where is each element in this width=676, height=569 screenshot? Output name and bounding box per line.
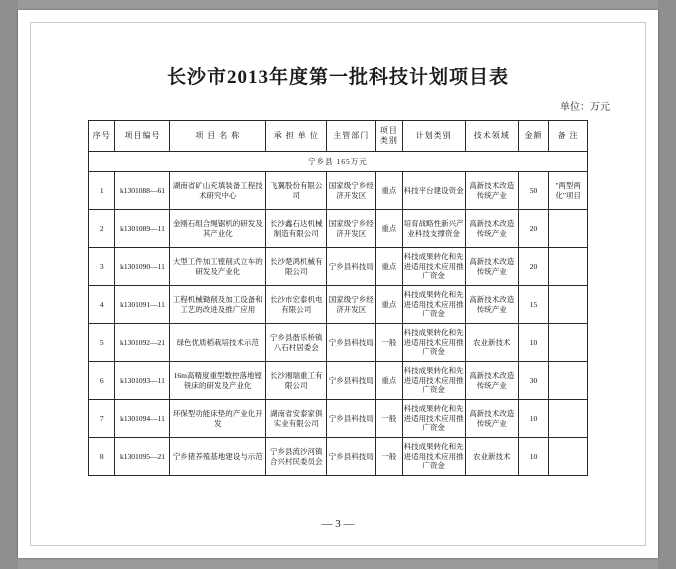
cell-no: 5 xyxy=(89,324,115,362)
cell-unit: 长沙市宏泰机电有限公司 xyxy=(266,286,327,324)
cell-field: 高新技术改造传统产业 xyxy=(465,248,518,286)
unit-note: 单位：万元 xyxy=(560,102,610,113)
header-unit: 承 担 单 位 xyxy=(266,121,327,152)
cell-note xyxy=(549,438,588,476)
cell-note: "两型两化"项目 xyxy=(549,172,588,210)
cell-amount: 10 xyxy=(518,324,549,362)
header-code: 项目编号 xyxy=(115,121,170,152)
cell-unit: 长沙鑫石达机械制造有限公司 xyxy=(266,210,327,248)
cell-code: k1301095—21 xyxy=(115,438,170,476)
cell-name: 绿色优质稻栽培技术示范 xyxy=(170,324,266,362)
cell-amount: 15 xyxy=(518,286,549,324)
cell-unit: 长沙湘瑞重工有限公司 xyxy=(266,362,327,400)
header-name: 项 目 名 称 xyxy=(170,121,266,152)
cell-amount: 20 xyxy=(518,210,549,248)
cell-code: k1301088—61 xyxy=(115,172,170,210)
cell-dept: 国家级宁乡经济开发区 xyxy=(327,172,376,210)
cell-note xyxy=(549,210,588,248)
header-note: 备 注 xyxy=(549,121,588,152)
cell-field: 高新技术改造传统产业 xyxy=(465,400,518,438)
cell-field: 高新技术改造传统产业 xyxy=(465,210,518,248)
header-type: 项目类别 xyxy=(376,121,402,152)
cell-plan: 科技平台建设资金 xyxy=(402,172,465,210)
cell-type: 重点 xyxy=(376,210,402,248)
cell-name: 金刚石组合绳锯机的研发及其产业化 xyxy=(170,210,266,248)
cell-field: 农业新技术 xyxy=(465,438,518,476)
cell-note xyxy=(549,362,588,400)
cell-name: 大型工件加工镗削式立车的研发及产业化 xyxy=(170,248,266,286)
cell-note xyxy=(549,248,588,286)
document-page xyxy=(18,10,658,558)
cell-note xyxy=(549,286,588,324)
cell-dept: 宁乡县科技局 xyxy=(327,438,376,476)
cell-code: k1301091—11 xyxy=(115,286,170,324)
cell-code: k1301093—11 xyxy=(115,362,170,400)
cell-no: 6 xyxy=(89,362,115,400)
cell-type: 一般 xyxy=(376,400,402,438)
cell-type: 重点 xyxy=(376,286,402,324)
cell-name: 湖南省矿山充填装备工程技术研究中心 xyxy=(170,172,266,210)
cell-no: 3 xyxy=(89,248,115,286)
cell-name: 环保型功能床垫的产业化开发 xyxy=(170,400,266,438)
cell-name: 工程机械锄削及加工设备和工艺的改进及推广应用 xyxy=(170,286,266,324)
cell-field: 高新技术改造传统产业 xyxy=(465,172,518,210)
cell-no: 7 xyxy=(89,400,115,438)
table-body xyxy=(89,152,588,476)
cell-code: k1301092—21 xyxy=(115,324,170,362)
table-row xyxy=(89,324,588,362)
cell-unit: 飞翼股份有限公司 xyxy=(266,172,327,210)
cell-plan: 科技成果转化和先进适用技术应用推广资金 xyxy=(402,286,465,324)
cell-no: 2 xyxy=(89,210,115,248)
cell-unit: 宁乡县偕乐桥镇八石村居委会 xyxy=(266,324,327,362)
cell-type: 一般 xyxy=(376,324,402,362)
cell-no: 1 xyxy=(89,172,115,210)
page-left-margin xyxy=(0,0,18,569)
table-header-row xyxy=(89,121,588,152)
cell-code: k1301089—11 xyxy=(115,210,170,248)
cell-no: 8 xyxy=(89,438,115,476)
section-label: 宁乡县 165万元 xyxy=(89,152,588,172)
page-number: — 3 — xyxy=(321,518,355,530)
table-row xyxy=(89,248,588,286)
cell-type: 重点 xyxy=(376,248,402,286)
table-row xyxy=(89,286,588,324)
cell-dept: 宁乡县科技局 xyxy=(327,362,376,400)
cell-field: 高新技术改造传统产业 xyxy=(465,362,518,400)
cell-plan: 培育战略性新兴产业科技支撑资金 xyxy=(402,210,465,248)
table-row xyxy=(89,438,588,476)
cell-unit: 湖南省安泰家俱实业有限公司 xyxy=(266,400,327,438)
cell-type: 重点 xyxy=(376,172,402,210)
cell-dept: 宁乡县科技局 xyxy=(327,324,376,362)
cell-amount: 10 xyxy=(518,438,549,476)
header-amount: 金额 xyxy=(518,121,549,152)
cell-dept: 宁乡县科技局 xyxy=(327,248,376,286)
cell-plan: 科技成果转化和先进适用技术应用推广资金 xyxy=(402,324,465,362)
cell-name: 宁乡猪养殖基地建设与示范 xyxy=(170,438,266,476)
cell-code: k1301090—11 xyxy=(115,248,170,286)
cell-field: 农业新技术 xyxy=(465,324,518,362)
page-right-margin xyxy=(658,0,676,569)
cell-amount: 10 xyxy=(518,400,549,438)
cell-field: 高新技术改造传统产业 xyxy=(465,286,518,324)
cell-amount: 20 xyxy=(518,248,549,286)
cell-no: 4 xyxy=(89,286,115,324)
cell-dept: 国家级宁乡经济开发区 xyxy=(327,210,376,248)
project-table xyxy=(88,120,588,476)
cell-plan: 科技成果转化和先进适用技术应用推广资金 xyxy=(402,438,465,476)
cell-type: 一般 xyxy=(376,438,402,476)
cell-code: k1301094—11 xyxy=(115,400,170,438)
header-plan: 计划类别 xyxy=(402,121,465,152)
header-field: 技术领域 xyxy=(465,121,518,152)
cell-unit: 宁乡县流沙河镇合兴村民委员会 xyxy=(266,438,327,476)
table-row xyxy=(89,210,588,248)
cell-name: 16m高精度重型数控落地镗铣床的研发及产业化 xyxy=(170,362,266,400)
page-title: 长沙市2013年度第一批科技计划项目表 xyxy=(166,67,509,88)
cell-note xyxy=(549,324,588,362)
cell-plan: 科技成果转化和先进适用技术应用推广资金 xyxy=(402,362,465,400)
table-section-row xyxy=(89,152,588,172)
header-dept: 主管部门 xyxy=(327,121,376,152)
table-row xyxy=(89,362,588,400)
cell-amount: 30 xyxy=(518,362,549,400)
table-row xyxy=(89,400,588,438)
header-no: 序号 xyxy=(89,121,115,152)
cell-plan: 科技成果转化和先进适用技术应用推广资金 xyxy=(402,400,465,438)
table-row xyxy=(89,172,588,210)
cell-unit: 长沙楚鸿机械有限公司 xyxy=(266,248,327,286)
cell-dept: 宁乡县科技局 xyxy=(327,400,376,438)
cell-plan: 科技成果转化和先进适用技术应用推广资金 xyxy=(402,248,465,286)
cell-note xyxy=(549,400,588,438)
cell-dept: 国家级宁乡经济开发区 xyxy=(327,286,376,324)
cell-amount: 50 xyxy=(518,172,549,210)
cell-type: 重点 xyxy=(376,362,402,400)
